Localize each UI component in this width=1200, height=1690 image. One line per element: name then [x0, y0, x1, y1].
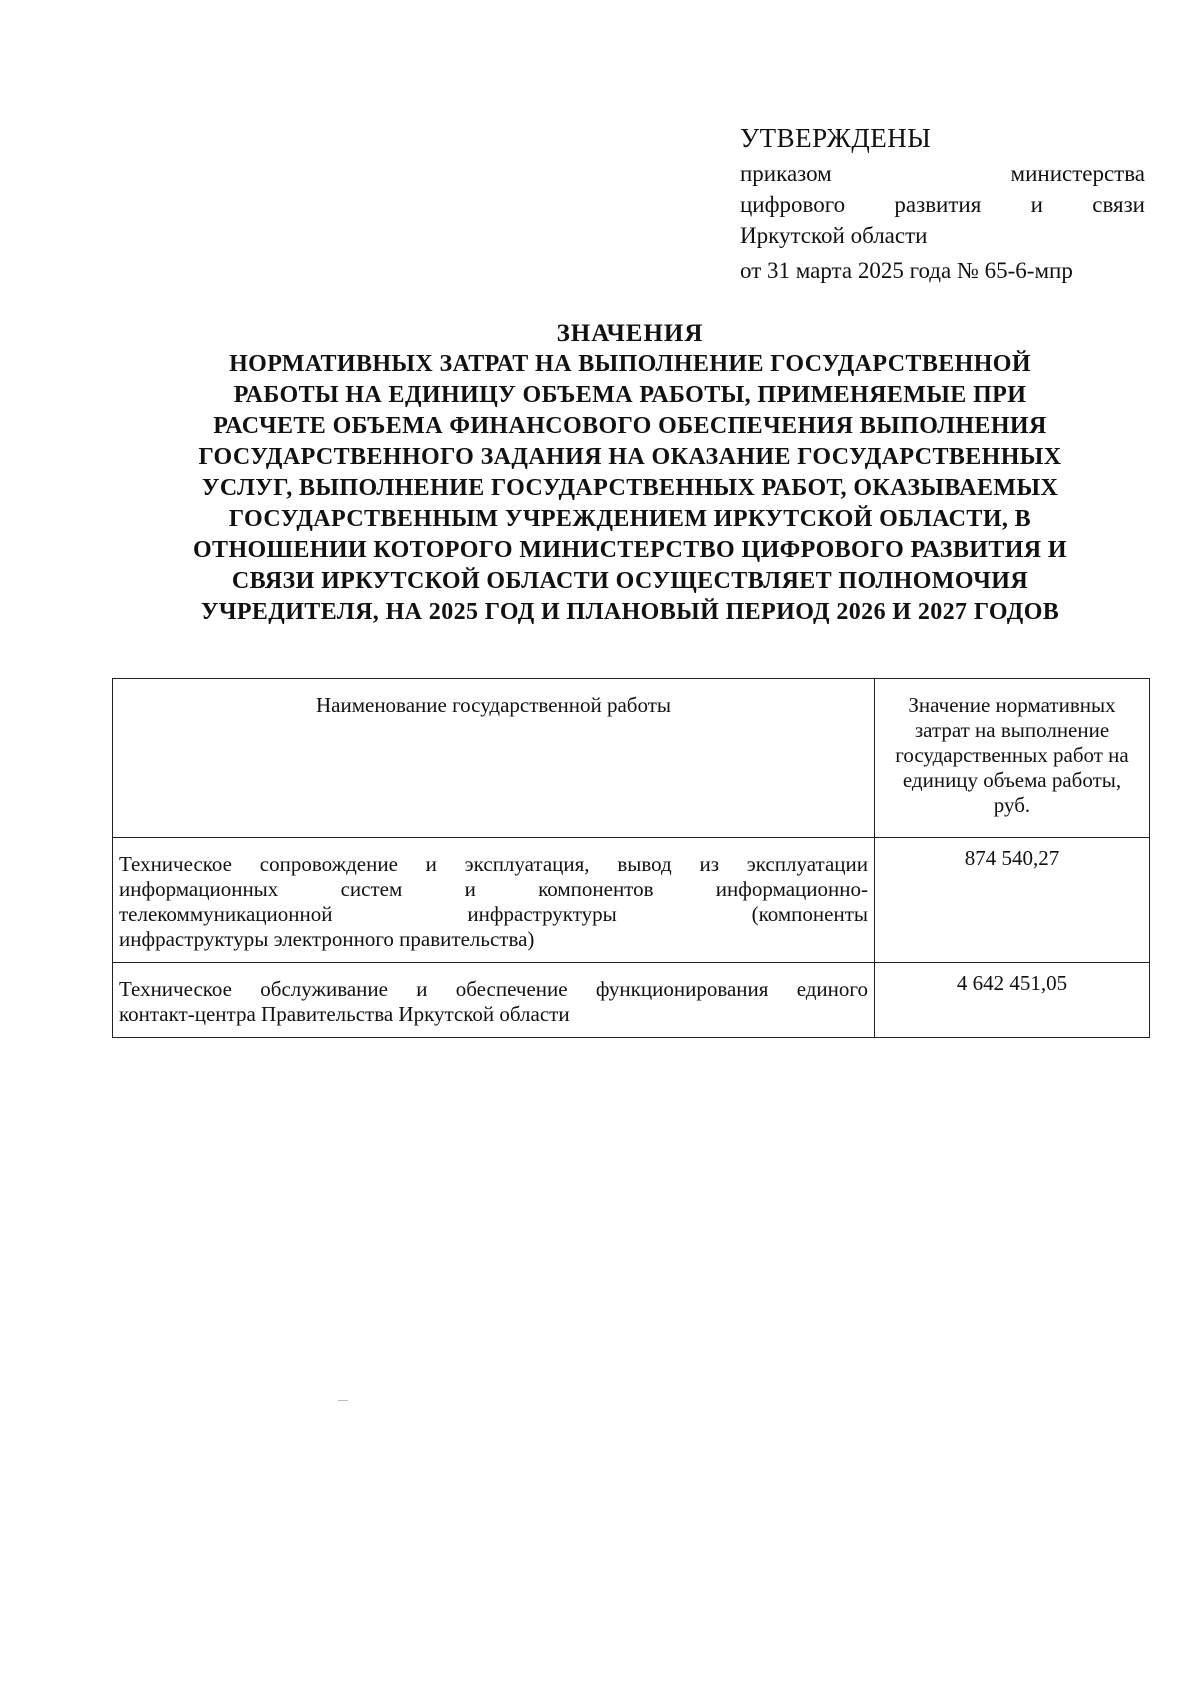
table-header-row: [113, 679, 1150, 838]
header-work-name: Наименование государственной работы: [113, 679, 875, 838]
norms-table: [112, 678, 1150, 1038]
norm-value-cell: 4 642 451,05: [875, 963, 1150, 1038]
approval-line-2: цифрового развития и связи: [740, 192, 1145, 217]
approval-line-1: приказом министерства: [740, 161, 1145, 186]
approval-stamp: [740, 120, 1145, 286]
work-name-cell: [113, 963, 875, 1038]
document-title: [110, 318, 1150, 628]
title-line: ГОСУДАРСТВЕННЫМ УЧРЕЖДЕНИЕМ ИРКУТСКОЙ ОБЛАСТИ, В: [228, 506, 1032, 532]
work-name-line: информационных систем и компонентов информационно-: [119, 877, 868, 901]
title-line: УЧРЕДИТЕЛЯ, НА 2025 ГОД И ПЛАНОВЫЙ ПЕРИОД 2026 И 2027 ГОДОВ: [200, 599, 1060, 625]
title-line: РАБОТЫ НА ЕДИНИЦУ ОБЪЕМА РАБОТЫ, ПРИМЕНЯЕМЫЕ ПРИ: [233, 382, 1027, 408]
work-name-line: Техническое обслуживание и обеспечение функционирования единого: [119, 977, 868, 1001]
work-name-cell: [113, 838, 875, 963]
table-row: [113, 963, 1150, 1038]
title-line: ОТНОШЕНИИ КОТОРОГО МИНИСТЕРСТВО ЦИФРОВОГО РАЗВИТИЯ И: [192, 537, 1067, 563]
title-heading: ЗНАЧЕНИЯ: [556, 320, 704, 347]
approval-order-reference: от 31 марта 2025 года № 65-6-мпр: [740, 258, 1073, 283]
approval-line-3: Иркутской области: [740, 223, 928, 248]
title-line: НОРМАТИВНЫХ ЗАТРАТ НА ВЫПОЛНЕНИЕ ГОСУДАРСТВЕННОЙ: [229, 351, 1031, 377]
work-name-line: телекоммуникационной инфраструктуры (компоненты: [119, 902, 868, 926]
header-norm-value: Значение нормативных затрат на выполнение государственных работ на единицу объема работы, руб.: [875, 679, 1150, 838]
work-name-line: контакт-центра Правительства Иркутской области: [119, 1002, 570, 1026]
work-name-line: Техническое сопровождение и эксплуатация, вывод из эксплуатации: [119, 852, 868, 876]
title-line: СВЯЗИ ИРКУТСКОЙ ОБЛАСТИ ОСУЩЕСТВЛЯЕТ ПОЛНОМОЧИЯ: [231, 568, 1029, 594]
approval-heading: УТВЕРЖДЕНЫ: [740, 123, 932, 153]
title-line: РАСЧЕТЕ ОБЪЕМА ФИНАНСОВОГО ОБЕСПЕЧЕНИЯ ВЫПОЛНЕНИЯ: [213, 413, 1047, 439]
norm-value-cell: 874 540,27: [875, 838, 1150, 963]
table-row: [113, 838, 1150, 963]
title-line: УСЛУГ, ВЫПОЛНЕНИЕ ГОСУДАРСТВЕННЫХ РАБОТ, ОКАЗЫВАЕМЫХ: [201, 475, 1059, 501]
title-line: ГОСУДАРСТВЕННОГО ЗАДАНИЯ НА ОКАЗАНИЕ ГОСУДАРСТВЕННЫХ: [198, 444, 1062, 470]
scan-speck: [338, 1400, 348, 1401]
work-name-line: инфраструктуры электронного правительства): [119, 927, 535, 951]
